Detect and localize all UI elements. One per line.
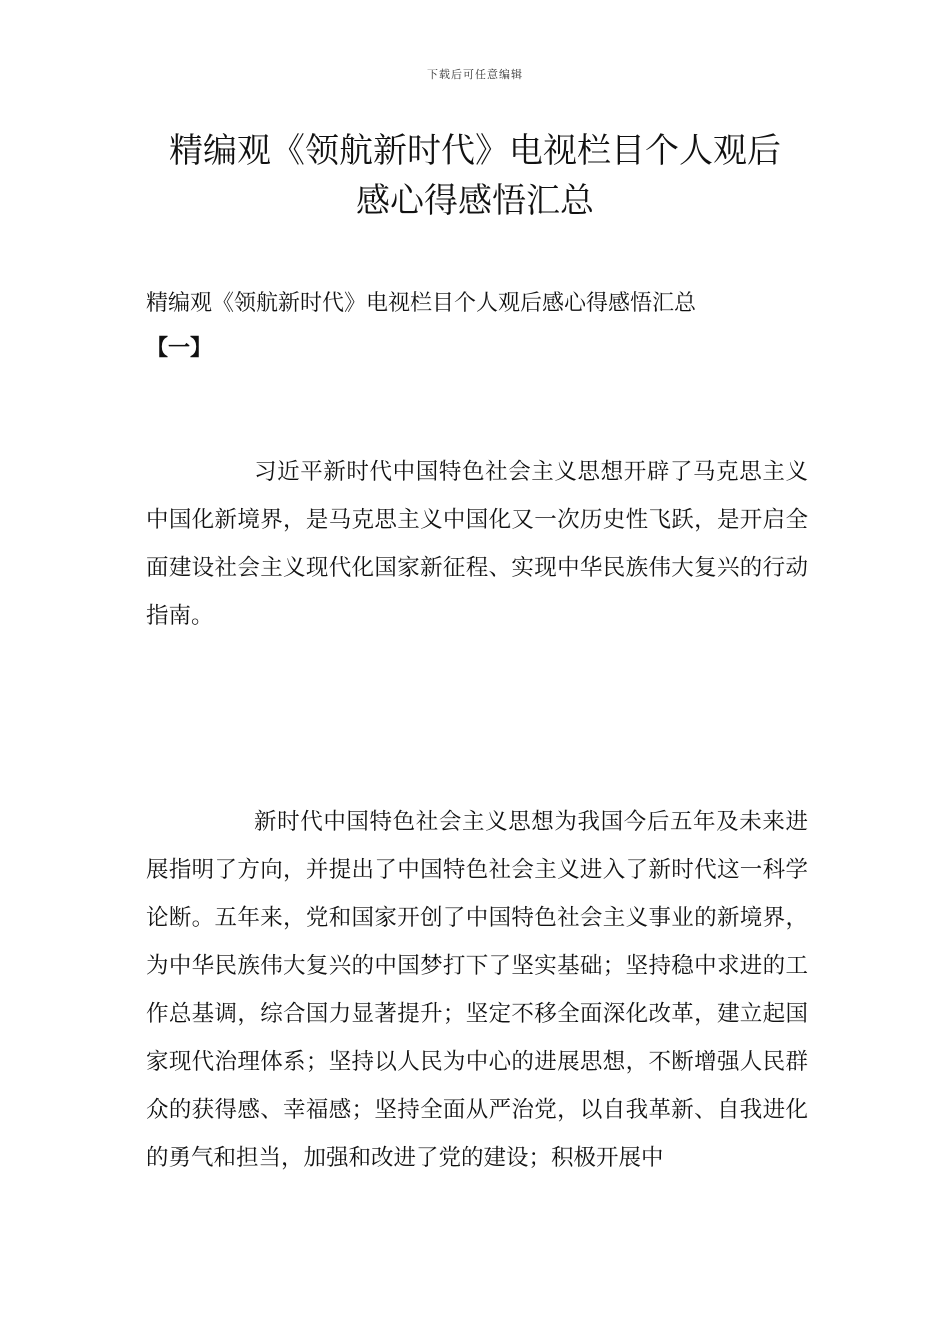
paragraph-1: 习近平新时代中国特色社会主义思想开辟了马克思主义中国化新境界，是马克思主义中国化又一次历史性飞跃，是开启全面建设社会主义现代化国家新征程、实现中华民族伟大复兴的行动指南。	[146, 458, 808, 629]
section-heading-text: 精编观《领航新时代》电视栏目个人观后感心得感悟汇总	[146, 291, 697, 316]
header-note: 下载后可任意编辑	[427, 68, 523, 81]
paragraph-2: 新时代中国特色社会主义思想为我国今后五年及未来进展指明了方向，并提出了中国特色社会主义进入了新时代这一科学论断。五年来，党和国家开创了中国特色社会主义事业的新境界，为中华民族伟大复兴的中国梦打下了坚实基础；坚持稳中求进的工作总基调，综合国力显著提升；坚定不移全面深化改革，建立起国家现代治理体系；坚持以人民为中心的进展思想，不断增强人民群众的获得感、幸福感；坚持全面从严治党，以自我革新、自我进化的勇气和担当，加强和改进了党的建设；积极开展中	[146, 808, 808, 1171]
title-line-1: 精编观《领航新时代》电视栏目个人观后	[169, 131, 781, 171]
section-number: 【一】	[146, 335, 213, 361]
section-heading	[146, 281, 816, 371]
document-title	[120, 126, 830, 226]
title-line-2: 感心得感悟汇总	[356, 181, 594, 221]
